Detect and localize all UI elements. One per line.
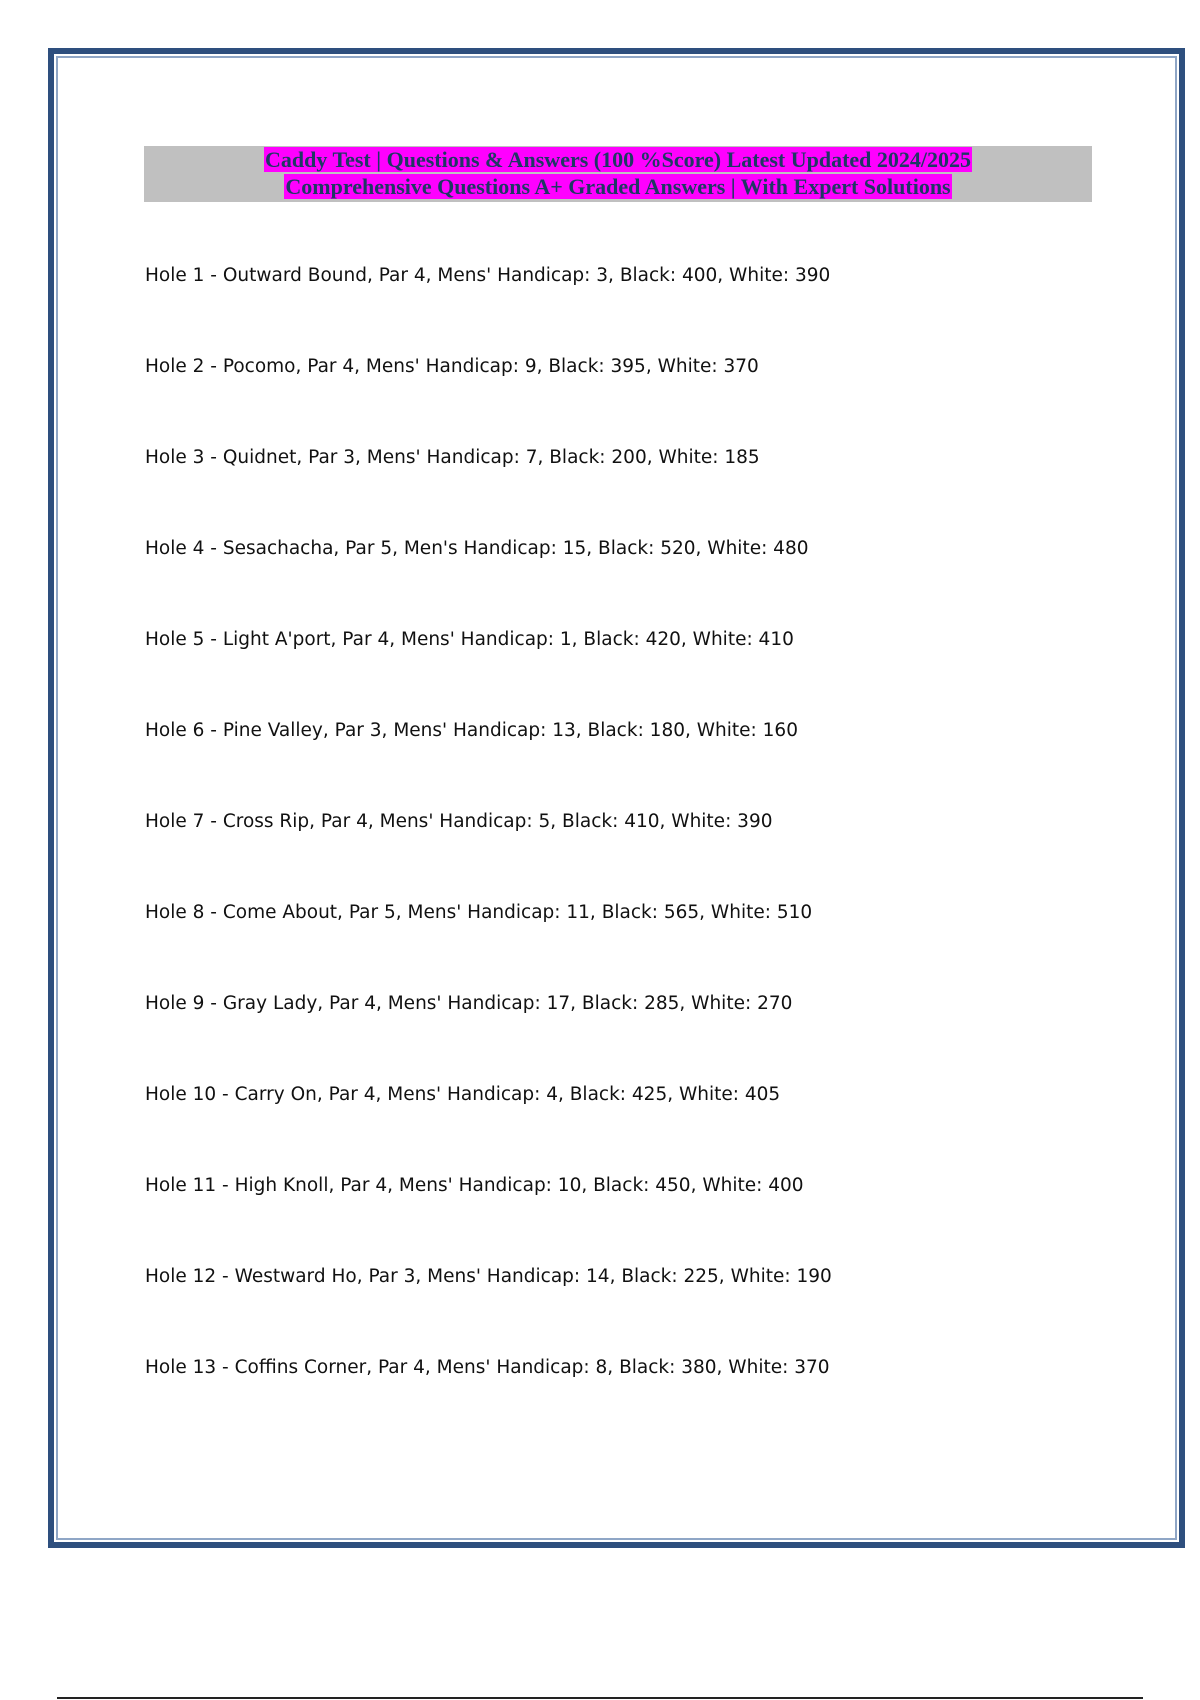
hole-item-9: Hole 9 - Gray Lady, Par 4, Mens' Handicap: 17, Black: 285, White: 270: [145, 993, 793, 1014]
hole-item-4: Hole 4 - Sesachacha, Par 5, Men's Handicap: 15, Black: 520, White: 480: [145, 538, 809, 559]
document-title-line-2: Comprehensive Questions A+ Graded Answers | With Expert Solutions: [285, 174, 951, 199]
hole-item-10: Hole 10 - Carry On, Par 4, Mens' Handicap: 4, Black: 425, White: 405: [145, 1084, 781, 1105]
hole-item-13: Hole 13 - Coffins Corner, Par 4, Mens' Handicap: 8, Black: 380, White: 370: [145, 1357, 830, 1378]
hole-item-2: Hole 2 - Pocomo, Par 4, Mens' Handicap: 9, Black: 395, White: 370: [145, 356, 759, 377]
hole-item-11: Hole 11 - High Knoll, Par 4, Mens' Handicap: 10, Black: 450, White: 400: [145, 1175, 804, 1196]
hole-item-3: Hole 3 - Quidnet, Par 3, Mens' Handicap: 7, Black: 200, White: 185: [145, 447, 760, 468]
hole-list: [145, 262, 1045, 1445]
hole-item-5: Hole 5 - Light A'port, Par 4, Mens' Handicap: 1, Black: 420, White: 410: [145, 629, 794, 650]
hole-item-8: Hole 8 - Come About, Par 5, Mens' Handicap: 11, Black: 565, White: 510: [145, 902, 813, 923]
hole-item-7: Hole 7 - Cross Rip, Par 4, Mens' Handicap: 5, Black: 410, White: 390: [145, 811, 773, 832]
hole-item-12: Hole 12 - Westward Ho, Par 3, Mens' Handicap: 14, Black: 225, White: 190: [145, 1266, 832, 1287]
footer-divider: [57, 1697, 1143, 1699]
hole-item-6: Hole 6 - Pine Valley, Par 3, Mens' Handicap: 13, Black: 180, White: 160: [145, 720, 798, 741]
hole-item-1: Hole 1 - Outward Bound, Par 4, Mens' Handicap: 3, Black: 400, White: 390: [145, 265, 831, 286]
document-title-banner: [144, 146, 1092, 202]
document-title-line-1: Caddy Test | Questions & Answers (100 %Score) Latest Updated 2024/2025: [264, 147, 972, 172]
